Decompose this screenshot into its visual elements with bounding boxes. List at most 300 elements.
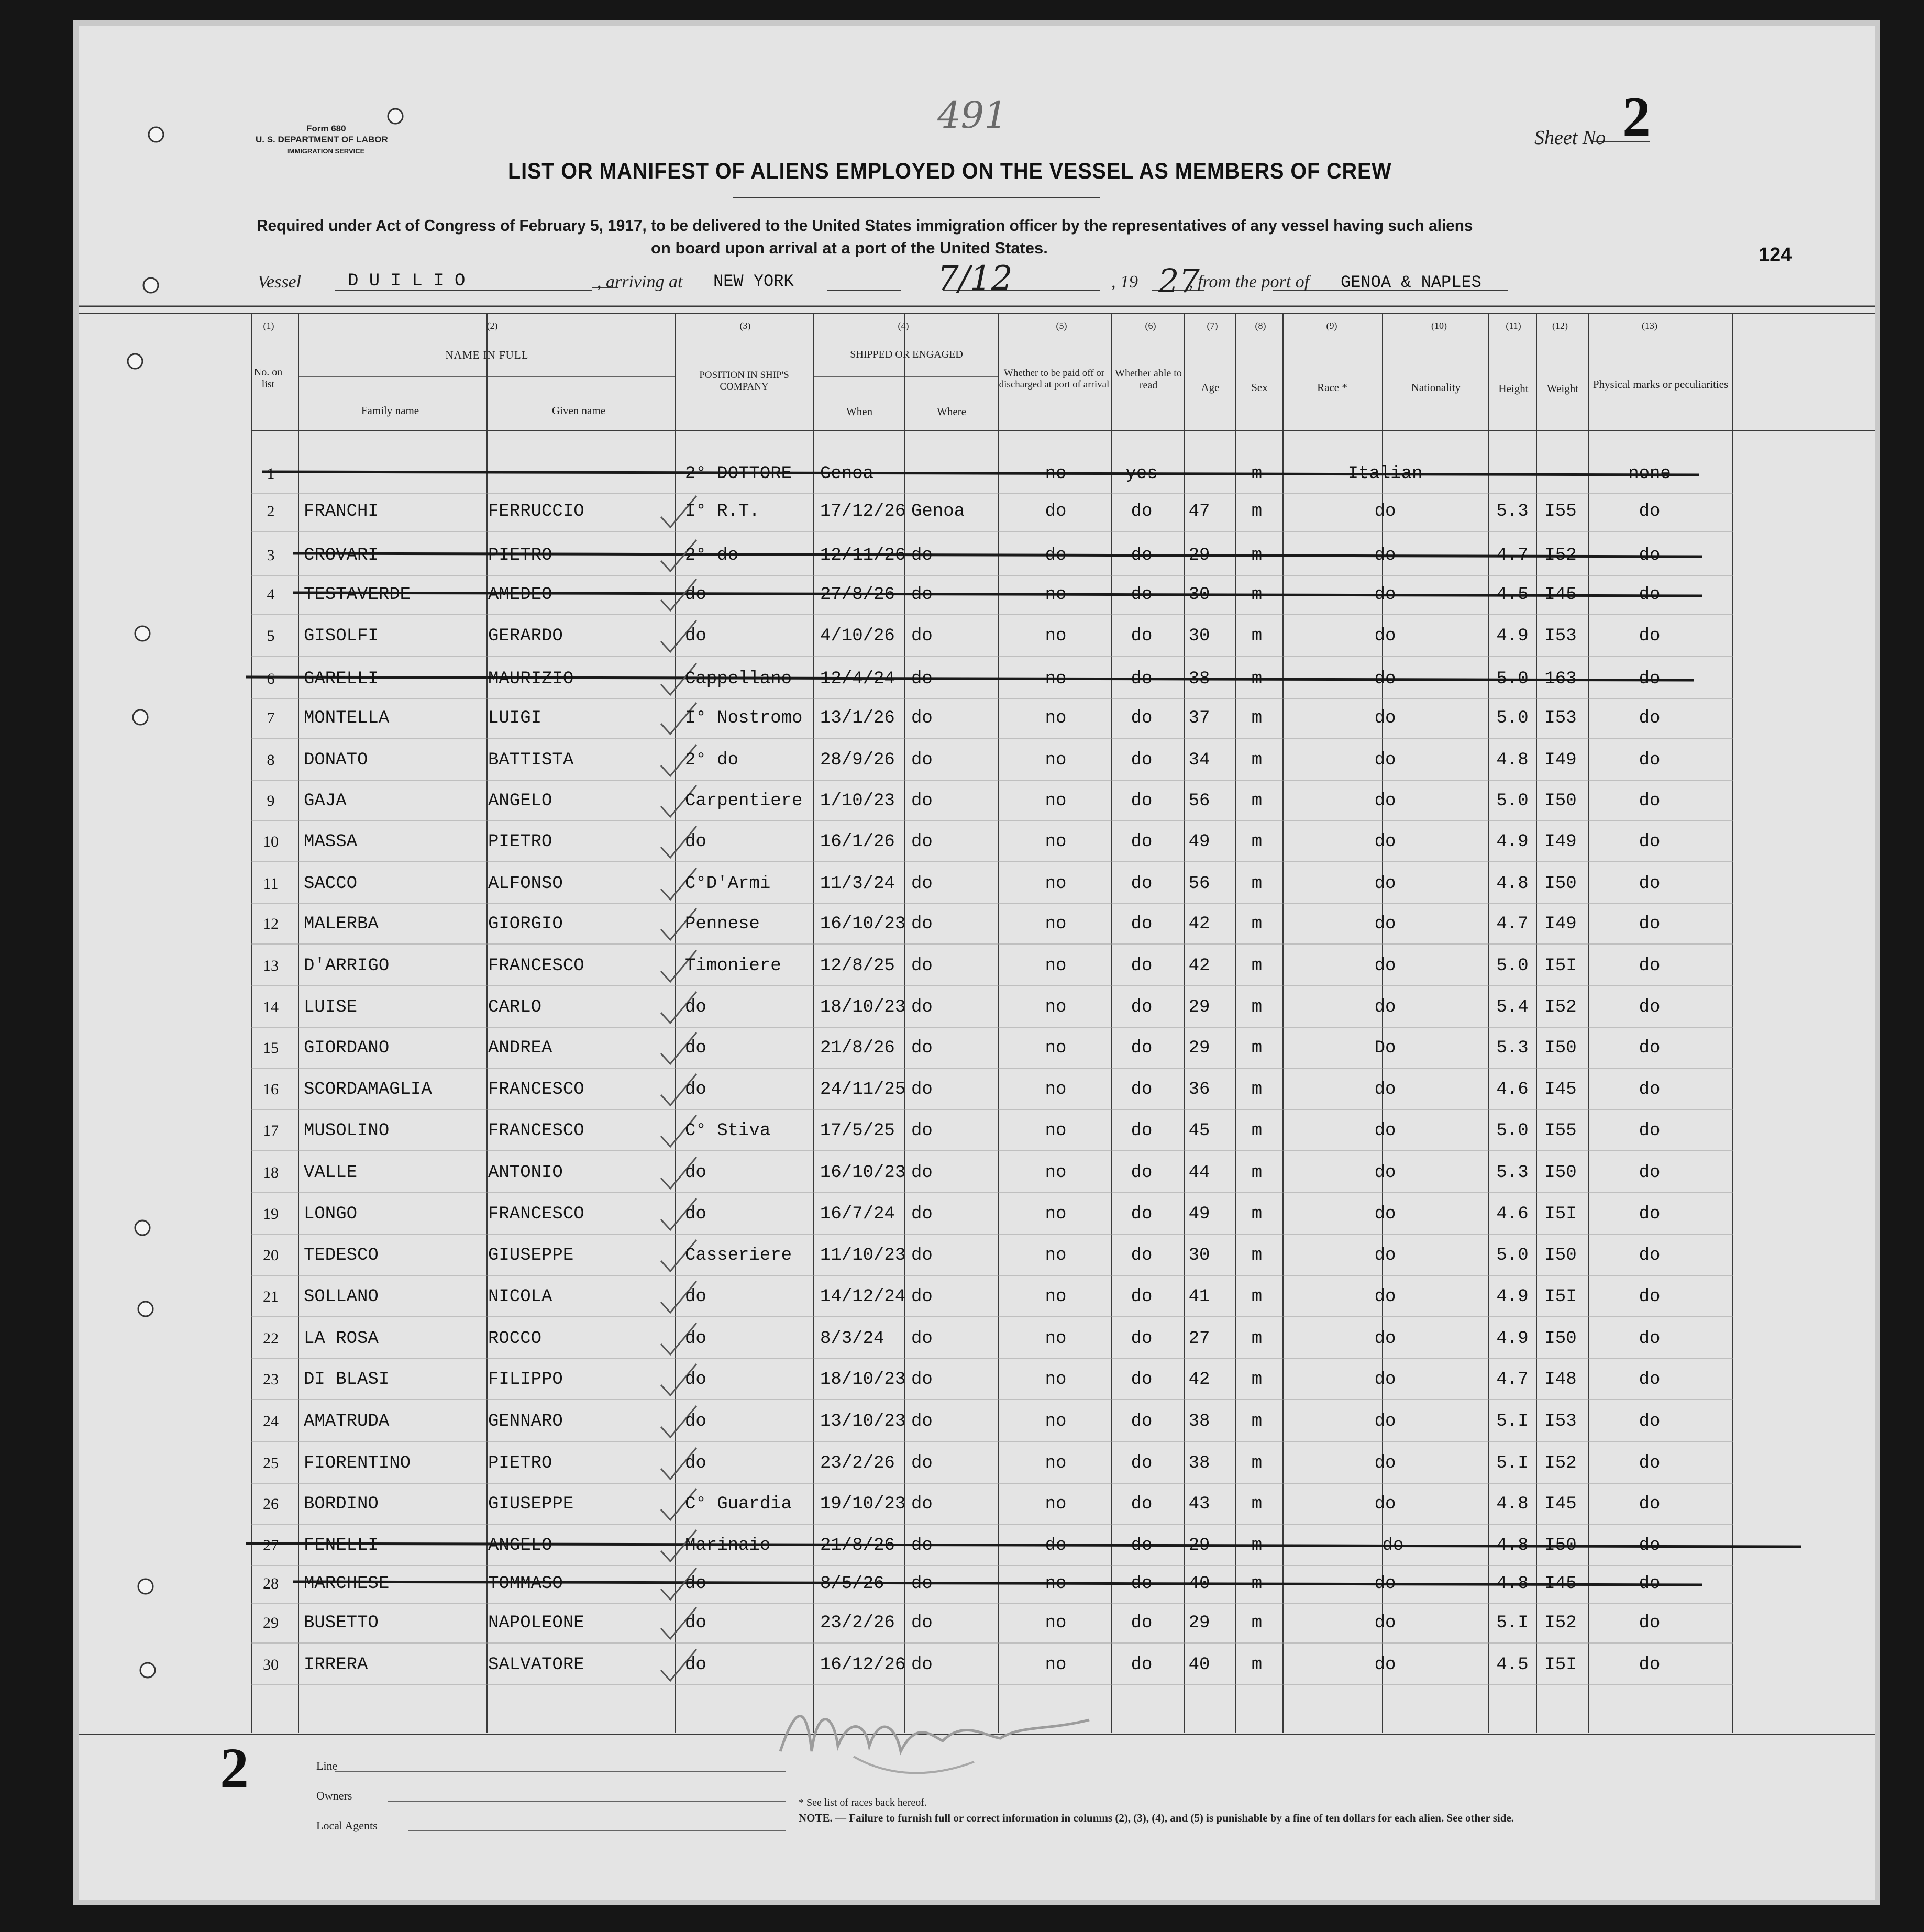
- cell-position: 2° do: [685, 546, 739, 565]
- cell-height: 4.7: [1496, 914, 1529, 934]
- cell-sex: m: [1251, 1080, 1263, 1100]
- col-num-4: (4): [898, 320, 909, 331]
- cell-family: DONATO: [304, 750, 368, 770]
- cell-position: Casseriere: [685, 1246, 792, 1265]
- cell-when: 1/10/23: [820, 791, 895, 811]
- department-name: U. S. DEPARTMENT OF LABOR: [256, 135, 388, 145]
- cell-height: 4.8: [1496, 1494, 1529, 1514]
- cell-when: 19/10/23: [820, 1494, 906, 1514]
- cell-marks: do: [1639, 1329, 1661, 1349]
- cell-marks: do: [1639, 1574, 1661, 1594]
- cell-age: 34: [1188, 750, 1210, 770]
- cell-weight: I45: [1544, 1080, 1577, 1100]
- cell-age: 42: [1188, 1370, 1210, 1390]
- footer-note-races: * See list of races back hereof.: [799, 1797, 927, 1808]
- cell-height: 4.8: [1496, 1536, 1529, 1556]
- cell-read: do: [1131, 874, 1153, 894]
- header-sex: Sex: [1251, 381, 1268, 394]
- cell-age: 44: [1188, 1163, 1210, 1183]
- cell-age: 56: [1188, 874, 1210, 894]
- col-num-6: (6): [1145, 320, 1156, 331]
- cell-height: 5.0: [1496, 669, 1529, 689]
- cell-weight: I52: [1544, 1613, 1577, 1633]
- cell-weight: I55: [1544, 1121, 1577, 1141]
- cell-read: do: [1131, 546, 1153, 565]
- cell-given: SALVATORE: [488, 1655, 584, 1675]
- cell-sex: m: [1251, 1453, 1263, 1473]
- cell-given: PIETRO: [488, 832, 552, 852]
- cell-given: ANGELO: [488, 1536, 552, 1556]
- cell-sex: m: [1251, 1163, 1263, 1183]
- cell-when: 16/10/23: [820, 914, 906, 934]
- cell-read: do: [1131, 1655, 1153, 1675]
- cell-age: 29: [1188, 1536, 1210, 1556]
- cell-no: 8: [267, 751, 275, 769]
- cell-weight: I52: [1544, 546, 1577, 565]
- cell-nationality: do: [1374, 1613, 1396, 1633]
- cell-where: do: [911, 1370, 933, 1390]
- cell-family: TESTAVERDE: [304, 585, 411, 605]
- cell-weight: I49: [1544, 832, 1577, 852]
- header-weight: Weight: [1546, 382, 1579, 395]
- cell-position: C° Stiva: [685, 1121, 771, 1141]
- cell-no: 2: [267, 503, 275, 520]
- cell-no: 10: [263, 833, 279, 850]
- cell-sex: m: [1251, 708, 1263, 728]
- header-nationality: Nationality: [1411, 381, 1461, 394]
- cell-given: ANTONIO: [488, 1163, 563, 1183]
- cell-paid: no: [1045, 1494, 1067, 1514]
- cell-when: 28/9/26: [820, 750, 895, 770]
- cell-weight: I50: [1544, 1163, 1577, 1183]
- cell-when: Genoa: [820, 464, 874, 484]
- cell-given: BATTISTA: [488, 750, 574, 770]
- cell-nationality: Do: [1374, 1038, 1396, 1058]
- cell-no: 6: [267, 670, 275, 687]
- cell-family: LONGO: [304, 1204, 358, 1224]
- cell-age: 42: [1188, 956, 1210, 976]
- cell-sex: m: [1251, 1204, 1263, 1224]
- cell-nationality: do: [1374, 1370, 1396, 1390]
- cell-marks: none: [1628, 464, 1671, 484]
- cell-no: 20: [263, 1247, 279, 1264]
- cell-height: 5.I: [1496, 1613, 1529, 1633]
- cell-paid: no: [1045, 1121, 1067, 1141]
- cell-when: 23/2/26: [820, 1613, 895, 1633]
- cell-read: do: [1131, 626, 1153, 646]
- cell-marks: do: [1639, 1287, 1661, 1307]
- cell-no: 29: [263, 1614, 279, 1631]
- cell-marks: do: [1639, 832, 1661, 852]
- cell-age: 30: [1188, 1246, 1210, 1265]
- cell-marks: do: [1639, 1655, 1661, 1675]
- cell-when: 11/10/23: [820, 1246, 906, 1265]
- cell-weight: I53: [1544, 626, 1577, 646]
- cell-where: do: [911, 1287, 933, 1307]
- cell-position: Pennese: [685, 914, 760, 934]
- cell-given: PIETRO: [488, 546, 552, 565]
- cell-where: do: [911, 1453, 933, 1473]
- cell-position: do: [685, 1038, 706, 1058]
- cell-when: 24/11/25: [820, 1080, 906, 1100]
- header-family-name: Family name: [361, 404, 419, 417]
- cell-sex: m: [1251, 1574, 1263, 1594]
- cell-marks: do: [1639, 750, 1661, 770]
- signature: [775, 1689, 1110, 1791]
- cell-paid: no: [1045, 1287, 1067, 1307]
- cell-paid: no: [1045, 1574, 1067, 1594]
- cell-where: Genoa: [911, 502, 965, 521]
- cell-when: 11/3/24: [820, 874, 895, 894]
- cell-nationality: do: [1374, 1163, 1396, 1183]
- cell-nationality: do: [1374, 1080, 1396, 1100]
- col-num-7: (7): [1207, 320, 1218, 331]
- cell-family: MONTELLA: [304, 708, 390, 728]
- cell-sex: m: [1251, 914, 1263, 934]
- header-paid-off: Whether to be paid off or discharged at port of arrival: [999, 368, 1110, 390]
- cell-height: 5.I: [1496, 1453, 1529, 1473]
- cell-sex: m: [1251, 1287, 1263, 1307]
- cell-family: BUSETTO: [304, 1613, 379, 1633]
- cell-paid: no: [1045, 708, 1067, 728]
- cell-no: 30: [263, 1656, 279, 1673]
- cell-nationality: do: [1374, 1204, 1396, 1224]
- cell-paid: no: [1045, 585, 1067, 605]
- cell-marks: do: [1639, 546, 1661, 565]
- cell-nationality: do: [1374, 585, 1396, 605]
- cell-where: do: [911, 626, 933, 646]
- cell-where: do: [911, 1412, 933, 1431]
- cell-sex: m: [1251, 1412, 1263, 1431]
- cell-family: LUISE: [304, 997, 358, 1017]
- cell-given: NICOLA: [488, 1287, 552, 1307]
- cell-paid: no: [1045, 791, 1067, 811]
- cell-given: NAPOLEONE: [488, 1613, 584, 1633]
- bottom-sheet-number: 2: [220, 1736, 249, 1800]
- footer-note-fine: NOTE. — Failure to furnish full or correct information in columns (2), (3), (4), and (5) is punishable by a fine of ten dollars for each alien. See other side.: [799, 1812, 1514, 1824]
- cell-no: 21: [263, 1288, 279, 1305]
- cell-paid: no: [1045, 1453, 1067, 1473]
- cell-read: do: [1131, 750, 1153, 770]
- cell-read: do: [1131, 669, 1153, 689]
- cell-family: SOLLANO: [304, 1287, 379, 1307]
- cell-paid: no: [1045, 750, 1067, 770]
- footer-agents-label: Local Agents: [316, 1819, 378, 1832]
- cell-paid: no: [1045, 1613, 1067, 1633]
- cell-family: D'ARRIGO: [304, 956, 390, 976]
- cell-given: ANDREA: [488, 1038, 552, 1058]
- sheet-number: 2: [1622, 86, 1651, 148]
- cell-height: 5.0: [1496, 791, 1529, 811]
- cell-position: do: [685, 1080, 706, 1100]
- cell-position: Marinaio: [685, 1536, 771, 1556]
- cell-when: 13/1/26: [820, 708, 895, 728]
- cell-weight: I5I: [1544, 1655, 1577, 1675]
- header-where: Where: [937, 405, 966, 418]
- cell-read: do: [1131, 1287, 1153, 1307]
- cell-weight: I52: [1544, 1453, 1577, 1473]
- cell-marks: do: [1639, 502, 1661, 521]
- cell-read: do: [1131, 1453, 1153, 1473]
- cell-nationality: do: [1374, 1287, 1396, 1307]
- header-name-in-full: NAME IN FULL: [445, 349, 529, 361]
- cell-given: ANGELO: [488, 791, 552, 811]
- cell-where: do: [911, 997, 933, 1017]
- cell-given: PIETRO: [488, 1453, 552, 1473]
- col-num-10: (10): [1431, 320, 1447, 331]
- cell-age: 36: [1188, 1080, 1210, 1100]
- cell-marks: do: [1639, 1370, 1661, 1390]
- cell-paid: no: [1045, 1204, 1067, 1224]
- cell-read: do: [1131, 1246, 1153, 1265]
- col-num-13: (13): [1642, 320, 1657, 331]
- cell-sex: m: [1251, 1370, 1263, 1390]
- cell-no: 15: [263, 1039, 279, 1057]
- header-no-on-list: No. on list: [253, 367, 283, 390]
- cell-nationality: do: [1374, 791, 1396, 811]
- cell-position: Cappellano: [685, 669, 792, 689]
- cell-no: 1: [267, 465, 275, 482]
- header-height: Height: [1498, 382, 1529, 395]
- cell-read: do: [1131, 914, 1153, 934]
- cell-family: AMATRUDA: [304, 1412, 390, 1431]
- cell-when: 13/10/23: [820, 1412, 906, 1431]
- cell-family: CROVARI: [304, 546, 379, 565]
- cell-position: 2° do: [685, 750, 739, 770]
- cell-weight: 163: [1544, 669, 1577, 689]
- col-num-3: (3): [739, 320, 751, 331]
- cell-height: 4.9: [1496, 626, 1529, 646]
- cell-position: do: [685, 1329, 706, 1349]
- cell-weight: I53: [1544, 1412, 1577, 1431]
- cell-paid: do: [1045, 502, 1067, 521]
- cell-no: 19: [263, 1205, 279, 1223]
- cell-no: 12: [263, 915, 279, 932]
- cell-age: 41: [1188, 1287, 1210, 1307]
- cell-weight: I5I: [1544, 956, 1577, 976]
- cell-height: 4.6: [1496, 1204, 1529, 1224]
- cell-nationality: do: [1374, 1246, 1396, 1265]
- from-port-label: , from the port of: [1189, 272, 1310, 292]
- cell-marks: do: [1639, 956, 1661, 976]
- form-number: Form 680: [306, 124, 346, 134]
- cell-position: do: [685, 585, 706, 605]
- cell-given: CARLO: [488, 997, 542, 1017]
- cell-age: 49: [1188, 832, 1210, 852]
- cell-family: GISOLFI: [304, 626, 379, 646]
- cell-family: FRANCHI: [304, 502, 379, 521]
- cell-weight: I50: [1544, 791, 1577, 811]
- cell-age: 29: [1188, 1038, 1210, 1058]
- cell-weight: I53: [1544, 708, 1577, 728]
- cell-sex: m: [1251, 1329, 1263, 1349]
- cell-weight: I48: [1544, 1370, 1577, 1390]
- cell-marks: do: [1639, 1494, 1661, 1514]
- cell-where: do: [911, 1613, 933, 1633]
- cell-read: do: [1131, 1574, 1153, 1594]
- subtitle-line-1: Required under Act of Congress of February 5, 1917, to be delivered to the United States immigration officer by the representatives of any vessel having such aliens: [257, 216, 1473, 235]
- cell-read: do: [1131, 997, 1153, 1017]
- cell-height: 4.8: [1496, 750, 1529, 770]
- cell-nationality: do: [1374, 874, 1396, 894]
- cell-height: 4.5: [1496, 585, 1529, 605]
- cell-sex: m: [1251, 626, 1263, 646]
- col-num-12: (12): [1552, 320, 1568, 331]
- cell-no: 7: [267, 709, 275, 727]
- cell-given: TOMMASO: [488, 1574, 563, 1594]
- cell-where: do: [911, 1080, 933, 1100]
- cell-sex: m: [1251, 832, 1263, 852]
- cell-sex: m: [1251, 669, 1263, 689]
- header-shipped: SHIPPED OR ENGAGED: [850, 349, 963, 360]
- cell-height: 5.0: [1496, 708, 1529, 728]
- cell-age: 38: [1188, 669, 1210, 689]
- cell-given: GERARDO: [488, 626, 563, 646]
- cell-read: do: [1131, 1329, 1153, 1349]
- cell-where: do: [911, 750, 933, 770]
- cell-marks: do: [1639, 874, 1661, 894]
- cell-no: 4: [267, 586, 275, 603]
- cell-nationality: Italian: [1347, 464, 1423, 484]
- cell-where: do: [911, 832, 933, 852]
- cell-paid: no: [1045, 914, 1067, 934]
- cell-weight: I45: [1544, 1494, 1577, 1514]
- cell-nationality: do: [1374, 502, 1396, 521]
- cell-sex: m: [1251, 1121, 1263, 1141]
- cell-no: 17: [263, 1122, 279, 1139]
- cell-when: 23/2/26: [820, 1453, 895, 1473]
- vessel-label: Vessel: [258, 272, 302, 292]
- cell-sex: m: [1251, 1038, 1263, 1058]
- cell-sex: m: [1251, 791, 1263, 811]
- cell-age: 30: [1188, 585, 1210, 605]
- cell-nationality: do: [1374, 956, 1396, 976]
- cell-paid: no: [1045, 1246, 1067, 1265]
- cell-position: I° Nostromo: [685, 708, 803, 728]
- cell-paid: no: [1045, 626, 1067, 646]
- cell-given: FRANCESCO: [488, 1080, 584, 1100]
- cell-no: 26: [263, 1495, 279, 1513]
- cell-position: do: [685, 1163, 706, 1183]
- col-num-9: (9): [1326, 320, 1337, 331]
- cell-when: 27/8/26: [820, 585, 895, 605]
- cell-no: 24: [263, 1413, 279, 1430]
- cell-position: do: [685, 1370, 706, 1390]
- cell-paid: no: [1045, 1163, 1067, 1183]
- cell-sex: m: [1251, 874, 1263, 894]
- cell-nationality: do: [1374, 708, 1396, 728]
- cell-read: do: [1131, 1204, 1153, 1224]
- cell-family: GARELLI: [304, 669, 379, 689]
- cell-nationality: do: [1374, 832, 1396, 852]
- cell-family: TEDESCO: [304, 1246, 379, 1265]
- cell-no: 13: [263, 957, 279, 974]
- cell-height: 4.9: [1496, 1287, 1529, 1307]
- cell-height: 4.5: [1496, 1655, 1529, 1675]
- cell-given: GIUSEPPE: [488, 1494, 574, 1514]
- cell-given: ROCCO: [488, 1329, 542, 1349]
- top-handwritten-note: 491: [937, 94, 1008, 137]
- cell-paid: no: [1045, 1370, 1067, 1390]
- cell-read: do: [1131, 585, 1153, 605]
- year-prefix: , 19: [1111, 272, 1138, 292]
- cell-position: C°D'Armi: [685, 874, 771, 894]
- cell-where: do: [911, 708, 933, 728]
- cell-where: do: [911, 1204, 933, 1224]
- vessel-name: D U I L I O: [348, 271, 466, 291]
- cell-paid: no: [1045, 1412, 1067, 1431]
- cell-marks: do: [1639, 1080, 1661, 1100]
- cell-weight: I50: [1544, 874, 1577, 894]
- cell-marks: do: [1639, 708, 1661, 728]
- cell-weight: I50: [1544, 1038, 1577, 1058]
- cell-no: 14: [263, 998, 279, 1016]
- cell-nationality: do: [1374, 1121, 1396, 1141]
- cell-nationality: do: [1374, 546, 1396, 565]
- cell-sex: m: [1251, 546, 1263, 565]
- cell-age: 29: [1188, 546, 1210, 565]
- cell-family: GAJA: [304, 791, 347, 811]
- cell-where: do: [911, 1494, 933, 1514]
- cell-marks: do: [1639, 914, 1661, 934]
- cell-family: BORDINO: [304, 1494, 379, 1514]
- cell-when: 12/4/24: [820, 669, 895, 689]
- cell-age: 42: [1188, 914, 1210, 934]
- cell-where: do: [911, 791, 933, 811]
- cell-read: do: [1131, 1038, 1153, 1058]
- cell-paid: no: [1045, 669, 1067, 689]
- cell-sex: m: [1251, 750, 1263, 770]
- cell-paid: no: [1045, 1080, 1067, 1100]
- cell-family: SACCO: [304, 874, 358, 894]
- cell-read: do: [1131, 708, 1153, 728]
- cell-where: do: [911, 914, 933, 934]
- cell-read: do: [1131, 1494, 1153, 1514]
- cell-weight: I52: [1544, 997, 1577, 1017]
- departure-ports: GENOA & NAPLES: [1341, 273, 1481, 292]
- year-suffix: 27: [1158, 262, 1200, 300]
- subtitle-line-2: on board upon arrival at a port of the United States.: [651, 239, 1048, 257]
- cell-paid: do: [1045, 1536, 1067, 1556]
- cell-nationality: do: [1374, 997, 1396, 1017]
- cell-read: do: [1131, 1412, 1153, 1431]
- cell-read: do: [1131, 832, 1153, 852]
- cell-where: do: [911, 1536, 933, 1556]
- cell-given: GENNARO: [488, 1412, 563, 1431]
- cell-nationality: do: [1374, 1412, 1396, 1431]
- cell-where: do: [911, 956, 933, 976]
- cell-paid: do: [1045, 546, 1067, 565]
- cell-age: 45: [1188, 1121, 1210, 1141]
- cell-height: 4.9: [1496, 832, 1529, 852]
- cell-nationality: do: [1374, 914, 1396, 934]
- cell-where: do: [911, 874, 933, 894]
- cell-sex: m: [1251, 464, 1263, 484]
- cell-family: LA ROSA: [304, 1329, 379, 1349]
- cell-marks: do: [1639, 1038, 1661, 1058]
- cell-read: do: [1131, 791, 1153, 811]
- cell-when: 16/10/23: [820, 1163, 906, 1183]
- cell-family: IRRERA: [304, 1655, 368, 1675]
- cell-read: do: [1131, 502, 1153, 521]
- cell-position: do: [685, 997, 706, 1017]
- cell-nationality: do: [1374, 1494, 1396, 1514]
- header-position: POSITION IN SHIP'S COMPANY: [699, 370, 789, 392]
- cell-when: 4/10/26: [820, 626, 895, 646]
- cell-sex: m: [1251, 997, 1263, 1017]
- cell-when: 12/11/26: [820, 546, 906, 565]
- cell-height: 4.7: [1496, 546, 1529, 565]
